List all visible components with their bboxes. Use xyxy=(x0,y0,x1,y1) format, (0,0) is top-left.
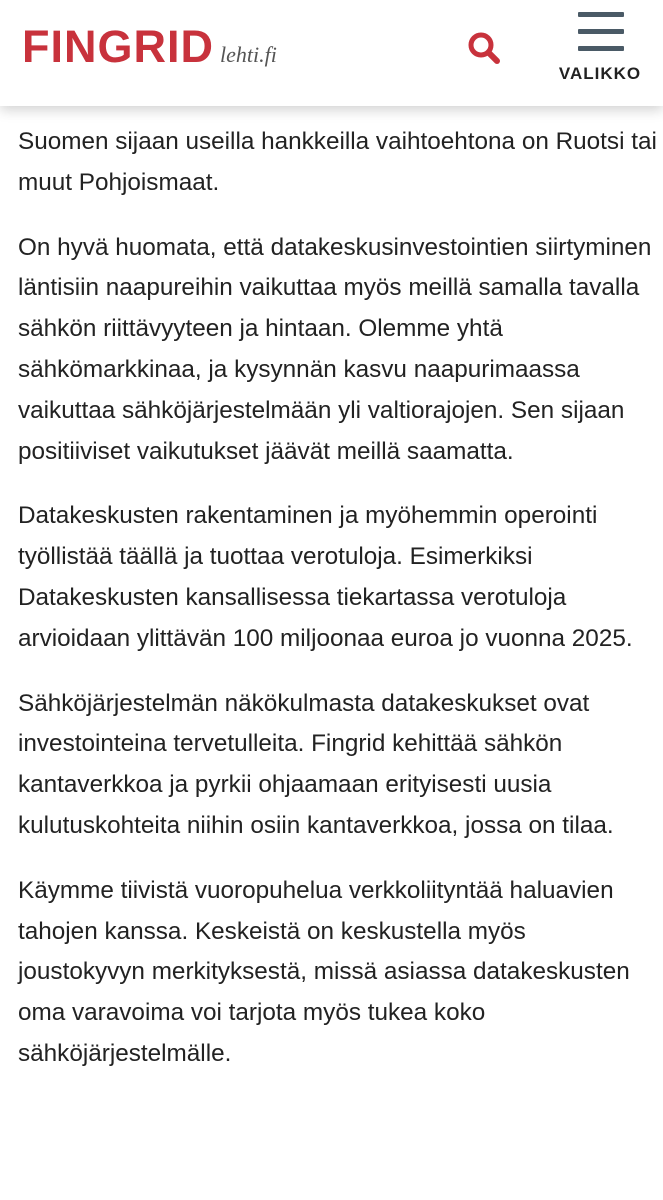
logo-main-text: FINGRID xyxy=(22,21,214,72)
article-paragraph: On hyvä huomata, että datakeskusinvestointien siirtyminen läntisiin naapureihin vaikuttaa myös meillä samalla tavalla sähkön riittävyyteen ja hintaan. Olemme yhtä sähkömarkkinaa, ja kysynnän kasvu naapurimaassa vaikuttaa sähköjärjestelmään yli valtiorajojen. Sen sijaan positiiviset vaikutukset jäävät meillä saamatta. xyxy=(18,233,652,465)
article-paragraph: Datakeskusten rakentaminen ja myöhemmin operointi työllistää täällä ja tuottaa verotuloja. Esimerkiksi Datakeskusten kansallisessa tiekartassa verotuloja arvioidaan ylittävän 100 miljoonaa euroa jo vuonna 2025. xyxy=(18,502,633,652)
site-header xyxy=(0,0,663,106)
search-button[interactable] xyxy=(462,28,506,68)
hamburger-menu-icon xyxy=(578,12,624,52)
site-logo[interactable] xyxy=(22,21,277,72)
logo-sub-text: lehti.fi xyxy=(220,42,277,67)
article-paragraph: Sähköjärjestelmän näkökulmasta datakeskukset ovat investointeina tervetulleita. Fingrid kehittää sähkön kantaverkkoa ja pyrkii ohjaamaan erityisesti uusia kulutuskohteita niihin osiin kantaverkkoa, jossa on tilaa. xyxy=(18,689,614,839)
article-paragraph: Suomen sijaan useilla hankkeilla vaihtoehtona on Ruotsi tai muut Pohjoismaat. xyxy=(18,128,657,196)
menu-label: VALIKKO xyxy=(558,64,642,83)
menu-button[interactable] xyxy=(548,12,652,88)
article-paragraph: Käymme tiivistä vuoropuhelua verkkoliityntää haluavien tahojen kanssa. Keskeistä on keskustella myös joustokyvyn merkityksestä, missä asiassa datakeskusten oma varavoima voi tarjota myös tukea koko sähköjärjestelmälle. xyxy=(18,876,630,1067)
article-body xyxy=(18,122,658,1099)
search-icon xyxy=(462,28,506,68)
